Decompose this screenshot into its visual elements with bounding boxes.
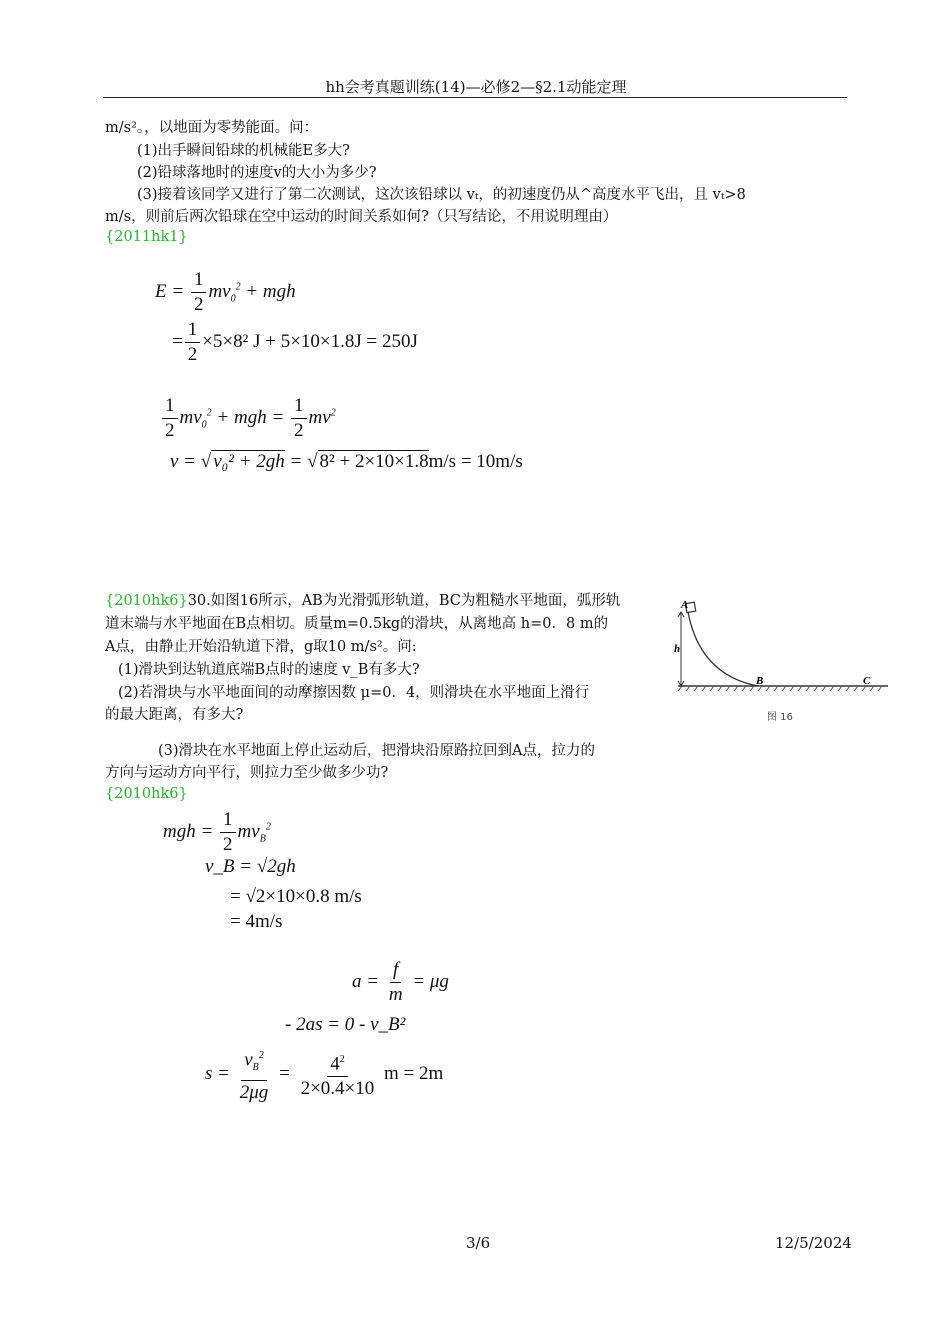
q2010-line-1 (105, 592, 620, 611)
equation-conservation: $\frac{1}{2}$ $mv_0^2$ + mgh = $\frac{1}{2}$ $mv^2$ (160, 394, 336, 443)
track-diagram (670, 590, 895, 730)
eq4-lhs: v = (170, 451, 197, 472)
page-date: 12/5/2024 (775, 1234, 852, 1252)
solution-eq-3: = √2×10×0.8 m/s (230, 886, 362, 907)
fraction-f-over-m: $\frac{f}{m}$ (388, 959, 403, 1005)
figure-label-h: h (674, 643, 681, 655)
solution-eq-1: mgh = $\frac{1}{2}$ $mv_B^2$ (163, 809, 271, 855)
q2010-text-1: 30.如图16所示，AB为光滑弧形轨道，BC为粗糙水平地面，弧形轨 (187, 593, 621, 609)
figure-caption: 图 16 (767, 712, 793, 723)
solution-eq-6: - 2as = 0 - v_B² (285, 1014, 406, 1035)
figure-label-a: A (681, 599, 689, 611)
s7-lhs: s = (205, 1062, 230, 1084)
answer-tag-2010: {2010hk6} (105, 786, 188, 802)
fraction-value: $\frac{4^2}{2\times 0.4\times 10}$ (298, 1048, 378, 1101)
q2011-sub-1: (1)出手瞬间铅球的机械能E多大? (137, 143, 350, 159)
fraction-half: $\frac{1}{2}$ (220, 808, 236, 857)
equation-energy: E = $\frac{1}{2}$ $mv_0^2$ + mgh (155, 269, 296, 315)
fraction-half: $\frac{1}{2}$ (185, 318, 201, 367)
fraction-vb2-over-2mug: $\frac{v_B^2}{2\mu g}$ (237, 1044, 272, 1105)
figure-16 (670, 590, 895, 730)
q2011-sub-2: (2)铅球落地时的速度v的大小为多少? (137, 165, 377, 181)
q2011-line-5: m/s，则前后两次铅球在空中运动的时间关系如何?（只写结论，不用说明理由） (105, 209, 618, 225)
s5-rhs: = μg (412, 970, 449, 992)
page-number: 3/6 (466, 1234, 491, 1252)
eq4-end: m/s = 10m/s (428, 451, 523, 472)
answer-tag-2011: {2011hk1} (105, 229, 188, 245)
solution-eq-2: v_B = √2gh (205, 856, 296, 877)
solution-eq-7: s = $\frac{v_B^2}{2\mu g}$ = $\frac{4^2}{2\times 0.4\times 10}$ m = 2m (205, 1044, 443, 1105)
eq4-mid: = (289, 451, 303, 472)
s1-lhs: mgh = (163, 820, 214, 842)
eq4-radical-2: 8² + 2×10×1.8 (319, 451, 429, 472)
fraction-half: $\frac{1}{2}$ (162, 394, 178, 443)
figure-label-c: C (863, 675, 871, 687)
equation-speed: v = √ v₀² + 2gh = √ 8² + 2×10×1.8m/s = 10m/s (170, 451, 523, 472)
q2010-line-8: 方向与运动方向平行，则拉力至少做多少功? (105, 765, 389, 781)
header-rule (103, 97, 847, 98)
q2010-line-3: A点，由静止开始沿轨道下滑，g取10 m/s²。问: (105, 639, 417, 655)
eq3-tail: + mgh = (216, 406, 285, 428)
fraction-half: $\frac{1}{2}$ (291, 394, 307, 443)
eq4-radical-1: v₀² + 2gh (213, 451, 285, 472)
s5-lhs: a = (352, 970, 380, 992)
figure-label-b: B (756, 675, 764, 687)
q2010-line-6: 的最大距离，有多大? (105, 707, 244, 723)
solution-eq-4: = 4m/s (230, 911, 283, 932)
equation-energy-value: = $\frac{1}{2}$ ×5×8² J + 5×10×1.8J = 250J (172, 319, 418, 365)
q2010-sub-1: (1)滑块到达轨道底端B点时的速度 v_B有多大? (118, 662, 420, 678)
fraction-half: $\frac{1}{2}$ (191, 268, 207, 317)
solution-eq-5 (352, 958, 449, 1007)
q2011-line-1: m/s²。，以地面为零势能面。问： (105, 120, 319, 136)
eq1-lhs: E (155, 280, 167, 302)
q2010-line-2: 道末端与水平地面在B点相切。质量m=0.5kg的滑块，从离地高 h=0．8 m的 (105, 616, 609, 632)
q2010-sub-3: (3)滑块在水平地面上停止运动后，把滑块沿原路拉回到A点，拉力的 (158, 743, 596, 759)
page-header: hh会考真题训练(14)—必修2—§2.1动能定理 (325, 78, 627, 96)
question-tag-2010: {2010hk6} (105, 593, 188, 609)
q2010-sub-2: (2)若滑块与水平地面间的动摩擦因数 μ=0．4，则滑块在水平地面上滑行 (118, 685, 590, 701)
eq1-tail: + mgh (245, 280, 296, 302)
q2011-sub-3: (3)接着该同学又进行了第二次测试，这次该铅球以 vₜ，的初速度仍从^高度水平飞出，且 vₜ>8 (137, 187, 746, 203)
s7-rhs: m = 2m (384, 1062, 444, 1084)
eq2-text: ×5×8² J + 5×10×1.8J = 250J (202, 330, 418, 352)
